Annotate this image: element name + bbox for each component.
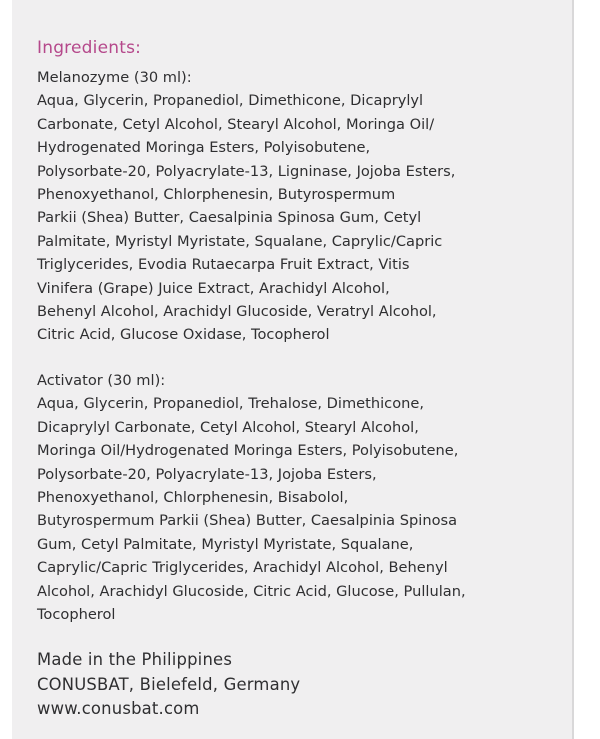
- section-title-activator: Activator (30 ml):: [37, 371, 166, 389]
- website-text: www.conusbat.com: [37, 699, 200, 719]
- ingredients-heading: Ingredients:: [37, 38, 142, 58]
- section-melanozyme: [37, 66, 567, 347]
- ingredients-content: [37, 36, 567, 722]
- manufacturer-info: [37, 648, 567, 722]
- section-activator: [37, 369, 567, 626]
- origin-text: Made in the Philippines: [37, 650, 233, 670]
- ingredient-list-melanozyme: Aqua, Glycerin, Propanediol, Dimethicone, Dicaprylyl Carbonate, Cetyl Alcohol, Stearyl Alcohol, Moringa Oil/ Hydrogenated Moringa Esters, Polyisobutene, Polysorbate-20, Polyacrylate-13, Ligninase, Jojoba Esters, Phenoxyethanol, Chlorphenesin, Butyrospermum Parkii (Shea) Butter, Caesalpinia Spinosa Gum, Cetyl Palmitate, Myristyl Myristate, Squalane, Caprylic/Capric Triglycerides, Evodia Rutaecarpa Fruit Extract, Vitis Vinifera (Grape) Juice Extract, Arachidyl Alcohol, Behenyl Alcohol, Arachidyl Glucoside, Veratryl Alcohol, Citric Acid, Glucose Oxidase, Tocopherol: [37, 92, 456, 344]
- section-title-melanozyme: Melanozyme (30 ml):: [37, 69, 192, 86]
- ingredient-list-activator: Aqua, Glycerin, Propanediol, Trehalose, Dimethicone, Dicaprylyl Carbonate, Cetyl Alcohol, Stearyl Alcohol, Moringa Oil/Hydrogenated Moringa Esters, Polyisobutene, Polysorbate-20, Polyacrylate-13, Jojoba Esters, Phenoxyethanol, Chlorphenesin, Bisabolol, Butyrospermum Parkii (Shea) Butter, Caesalpinia Spinosa Gum, Cetyl Palmitate, Myristyl Myristate, Squalane, Caprylic/Capric Triglycerides, Arachidyl Alcohol, Behenyl Alcohol, Arachidyl Glucoside, Citric Acid, Glucose, Pullulan, Tocopherol: [37, 395, 466, 623]
- ingredients-panel: [12, 0, 574, 739]
- company-address: CONUSBAT, Bielefeld, Germany: [37, 674, 301, 694]
